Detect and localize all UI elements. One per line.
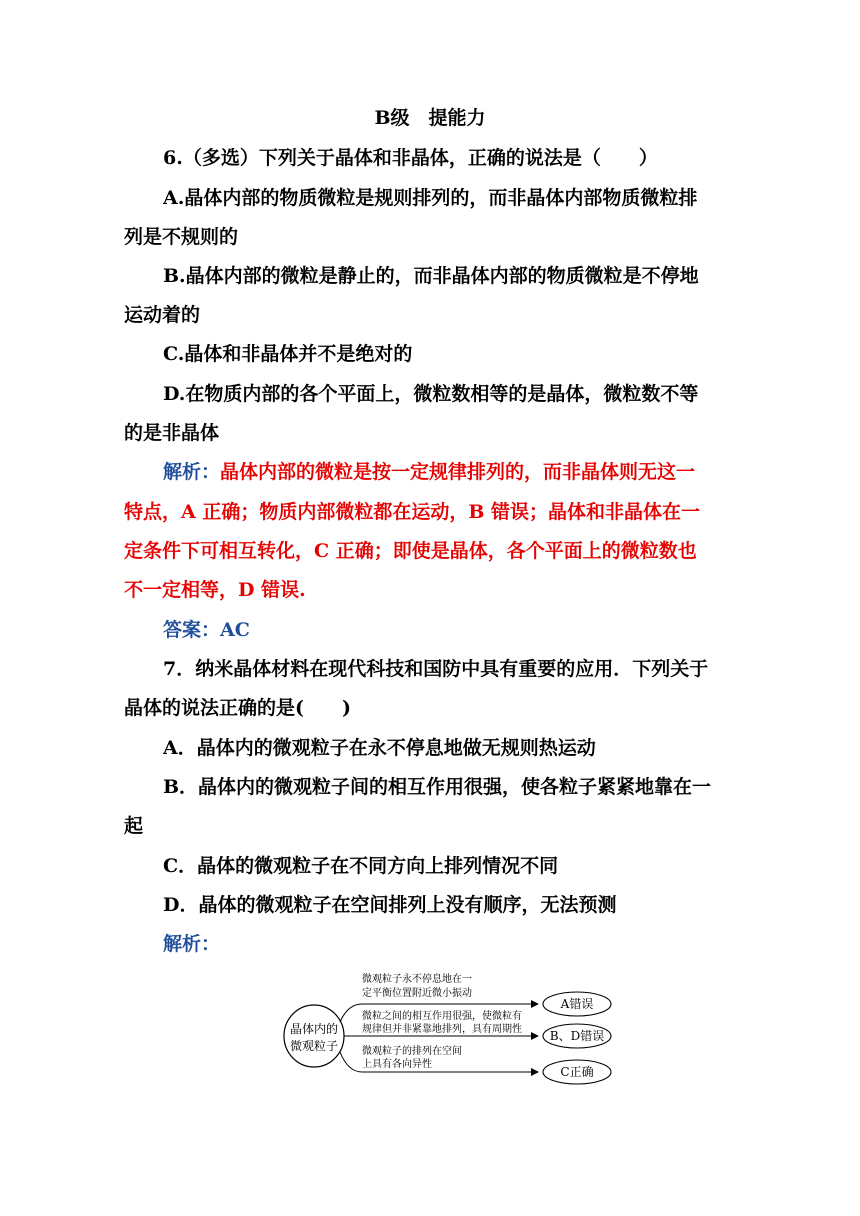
diagram-branch2-text-line1: 微粒之间的相互作用很强，使微粒有 xyxy=(362,1011,522,1022)
q6-analysis-text1: 晶体内部的微粒是按一定规律排列的，而非晶体则无这一 xyxy=(220,461,696,483)
q6-option-d-line1: D.在物质内部的各个平面上，微粒数相等的是晶体，微粒数不等 xyxy=(163,383,699,405)
q6-option-c: C.晶体和非晶体并不是绝对的 xyxy=(163,343,413,365)
diagram-branch3-text-line1: 微观粒子的排列在空间 xyxy=(362,1046,462,1057)
q7-option-c: C．晶体的微观粒子在不同方向上排列情况不同 xyxy=(163,855,559,877)
q6-option-b-line2: 运动着的 xyxy=(124,304,201,326)
q6-analysis-line1 xyxy=(163,458,744,486)
q7-analysis-label: 解析： xyxy=(163,933,221,955)
q6-analysis-label: 解析： xyxy=(163,461,221,483)
diagram-branch2-result: B、D错误 xyxy=(549,1029,605,1043)
analysis-diagram xyxy=(280,962,620,1092)
q7-option-b-line2: 起 xyxy=(124,815,144,837)
diagram-branch2-text-line2: 规律但并非紧靠地排列，具有周期性 xyxy=(362,1024,522,1035)
q6-analysis-line3: 定条件下可相互转化，C 正确；即使是晶体，各个平面上的微粒数也 xyxy=(124,540,697,562)
q7-stem-line2: 晶体的说法正确的是( ) xyxy=(124,697,351,719)
diagram-branch3-result: C正确 xyxy=(560,1065,594,1079)
q6-answer xyxy=(163,616,744,644)
diagram-center-label-line2: 微观粒子 xyxy=(289,1039,339,1053)
diagram-branch1-text-line2: 定平衡位置附近微小振动 xyxy=(362,988,472,999)
q7-option-b-line1: B．晶体内的微观粒子间的相互作用很强，使各粒子紧紧地靠在一 xyxy=(163,776,712,798)
diagram-branch1-text-line1: 微观粒子永不停息地在一 xyxy=(362,974,472,985)
q6-answer-value: AC xyxy=(220,619,250,641)
q6-option-a-line2: 列是不规则的 xyxy=(124,226,239,248)
q6-analysis-line2: 特点，A 正确；物质内部微粒都在运动，B 错误；晶体和非晶体在一 xyxy=(124,501,701,523)
q6-stem: 6.（多选）下列关于晶体和非晶体，正确的说法是（ ） xyxy=(163,147,658,169)
diagram-branch3-text-line2: 上具有各向异性 xyxy=(362,1059,432,1070)
q6-option-d-line2: 的是非晶体 xyxy=(124,422,220,444)
q6-answer-label: 答案： xyxy=(163,619,221,641)
section-title: B级 提能力 xyxy=(374,107,486,129)
q6-option-b-line1: B.晶体内部的微粒是静止的，而非晶体内部的物质微粒是不停地 xyxy=(163,265,699,287)
q6-analysis-line4: 不一定相等，D 错误. xyxy=(124,579,306,601)
q6-option-a-line1: A.晶体内部的物质微粒是规则排列的，而非晶体内部物质微粒排 xyxy=(163,187,698,209)
diagram-center-node xyxy=(284,1005,344,1067)
diagram-branch1-result: A错误 xyxy=(560,997,594,1011)
diagram-center-label-line1: 晶体内的 xyxy=(289,1022,339,1036)
q7-stem-line1: 7．纳米晶体材料在现代科技和国防中具有重要的应用．下列关于 xyxy=(163,658,709,680)
q7-option-d: D．晶体的微观粒子在空间排列上没有顺序，无法预测 xyxy=(163,894,617,916)
q7-option-a: A．晶体内的微观粒子在永不停息地做无规则热运动 xyxy=(163,737,596,759)
